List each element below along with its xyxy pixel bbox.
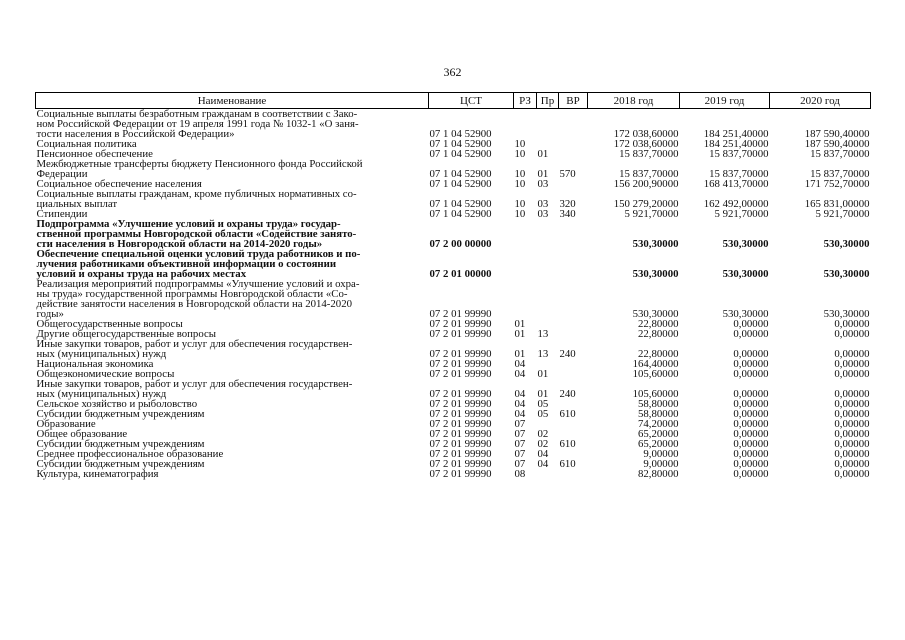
row-name-line: Другие общегосударственные вопросы (36, 328, 217, 340)
row-vr (559, 469, 588, 479)
row-value-2019: 0,00000 (733, 438, 769, 450)
row-name-line: Культура, кинематография (36, 468, 159, 480)
row-value-2020: 5 921,70000 (815, 208, 870, 220)
row-value-2020: 0,00000 (834, 318, 870, 330)
row-rz: 08 (514, 468, 526, 480)
row-value-2019: 0,00000 (733, 428, 769, 440)
row-value-2020: 0,00000 (834, 348, 870, 360)
row-cst: 07 2 01 99990 (429, 368, 492, 380)
row-pr: 02 (537, 428, 549, 440)
row-rz (514, 249, 537, 279)
row-pr: 02 (537, 438, 549, 450)
header-pr: Пр (537, 93, 559, 109)
table-header-row (36, 93, 871, 109)
row-vr: 570 (559, 168, 576, 180)
row-vr: 340 (559, 208, 576, 220)
row-value-2020: 0,00000 (834, 368, 870, 380)
row-value-2019: 168 413,70000 (703, 178, 769, 190)
row-vr (559, 419, 588, 429)
row-cst: 07 2 01 99990 (429, 328, 492, 340)
row-cst: 07 2 01 99990 (429, 448, 492, 460)
row-cst: 07 2 01 99990 (429, 358, 492, 370)
row-vr (559, 369, 588, 379)
row-name-line: Иные закупки товаров, работ и услуг для обеспечения государствен- (36, 378, 353, 390)
row-vr: 610 (559, 408, 576, 420)
row-pr: 03 (537, 198, 549, 210)
row-name-line: Общее образование (36, 428, 128, 440)
row-vr (559, 109, 588, 140)
row-value-2020: 0,00000 (834, 438, 870, 450)
row-value-2020: 0,00000 (834, 408, 870, 420)
row-value-2020: 15 837,70000 (810, 148, 870, 160)
row-value-2020: 0,00000 (834, 328, 870, 340)
row-pr: 01 (537, 368, 549, 380)
row-value-2018: 58,80000 (638, 408, 679, 420)
row-rz: 01 (514, 318, 526, 330)
row-value-2020: 0,00000 (834, 428, 870, 440)
row-pr (537, 109, 559, 140)
row-name-line: Стипендии (36, 208, 88, 220)
row-value-2019: 0,00000 (733, 358, 769, 370)
row-rz: 10 (514, 168, 526, 180)
row-value-2020: 0,00000 (834, 458, 870, 470)
table-row (36, 469, 871, 479)
row-vr (559, 179, 588, 189)
row-value-2018: 5 921,70000 (624, 208, 679, 220)
row-vr (559, 359, 588, 369)
row-value-2020: 165 831,00000 (804, 198, 870, 210)
row-name-line: действие занятости населения в Новгородской области на 2014-2020 (36, 298, 352, 310)
row-name-line: Образование (36, 418, 96, 430)
row-value-2018: 150 279,20000 (613, 198, 679, 210)
row-cst: 07 2 01 99990 (429, 418, 492, 430)
row-name-line: Социальные выплаты безработным гражданам в соответствии с Зако- (36, 108, 358, 120)
row-name-line: Общеэкономические вопросы (36, 368, 175, 380)
row-value-2018: 530,30000 (632, 308, 679, 320)
row-name (36, 219, 429, 249)
row-name-line: условий и охраны труда на рабочих местах (36, 268, 247, 280)
row-rz (514, 219, 537, 249)
row-rz: 10 (514, 148, 526, 160)
header-vr: ВР (559, 93, 588, 109)
row-value-2018: 22,80000 (638, 328, 679, 340)
row-name (36, 279, 429, 319)
row-value-2020: 0,00000 (834, 448, 870, 460)
row-rz: 10 (514, 208, 526, 220)
table-row (36, 159, 871, 179)
row-rz: 04 (514, 398, 526, 410)
row-name-line: Общегосударственные вопросы (36, 318, 183, 330)
row-rz: 07 (514, 428, 526, 440)
row-value-2018: 22,80000 (638, 348, 679, 360)
row-name-line: тости населения в Российской Федерации» (36, 128, 235, 140)
row-vr (559, 219, 588, 249)
row-name-line: циальных выплат (36, 198, 118, 210)
row-value-2018: 530,30000 (632, 238, 679, 250)
row-value-2018: 105,60000 (632, 388, 679, 400)
row-value-2018: 156 200,90000 (613, 178, 679, 190)
row-pr: 01 (537, 388, 549, 400)
row-value-2019: 0,00000 (733, 458, 769, 470)
row-rz: 04 (514, 368, 526, 380)
row-cst: 07 1 04 52900 (429, 168, 492, 180)
table-row (36, 219, 871, 249)
row-name-line: Субсидии бюджетным учреждениям (36, 458, 205, 470)
row-value-2020: 0,00000 (834, 418, 870, 430)
row-value-2019: 0,00000 (733, 468, 769, 480)
row-value-2020: 187 590,40000 (804, 138, 870, 150)
row-value-2020: 530,30000 (823, 268, 870, 280)
row-value-2019: 530,30000 (722, 268, 769, 280)
row-value-2018: 15 837,70000 (619, 148, 679, 160)
row-value-2020: 171 752,70000 (804, 178, 870, 190)
row-cst: 07 1 04 52900 (429, 148, 492, 160)
row-pr (537, 219, 559, 249)
row-cst: 07 2 01 99990 (429, 468, 492, 480)
row-value-2019: 0,00000 (733, 408, 769, 420)
row-value-2020: 187 590,40000 (804, 128, 870, 140)
row-cst: 07 2 00 00000 (429, 238, 492, 250)
row-value-2018: 172 038,60000 (613, 138, 679, 150)
row-cst: 07 2 01 99990 (429, 388, 492, 400)
row-value-2020: 530,30000 (823, 238, 870, 250)
row-name-line: Субсидии бюджетным учреждениям (36, 438, 205, 450)
row-cst: 07 1 04 52900 (429, 208, 492, 220)
row-pr: 01 (537, 168, 549, 180)
row-value-2020: 0,00000 (834, 388, 870, 400)
row-pr (537, 249, 559, 279)
table-row (36, 339, 871, 359)
row-cst: 07 2 01 99990 (429, 318, 492, 330)
row-pr: 03 (537, 178, 549, 190)
row-name-line: Обеспечение специальной оценки условий труда работников и по- (36, 248, 361, 260)
row-cst: 07 2 01 99990 (429, 308, 492, 320)
row-name-line: Федерации (36, 168, 88, 180)
row-rz: 04 (514, 408, 526, 420)
row-name (36, 189, 429, 209)
row-value-2018: 9,00000 (643, 448, 679, 460)
row-name-line: Социальные выплаты гражданам, кроме публичных нормативных со- (36, 188, 357, 200)
row-value-2019: 530,30000 (722, 308, 769, 320)
row-value-2019: 0,00000 (733, 418, 769, 430)
row-value-2019: 184 251,40000 (703, 128, 769, 140)
row-value-2019: 0,00000 (733, 388, 769, 400)
page-number: 362 (443, 65, 462, 79)
row-value-2018: 164,40000 (632, 358, 679, 370)
row-cst: 07 1 04 52900 (429, 178, 492, 190)
row-cst: 07 1 04 52900 (429, 198, 492, 210)
row-pr (537, 279, 559, 319)
row-value-2018: 530,30000 (632, 268, 679, 280)
row-pr: 01 (537, 148, 549, 160)
row-pr (537, 469, 559, 479)
row-vr: 610 (559, 438, 576, 450)
row-vr (559, 279, 588, 319)
row-value-2020: 0,00000 (834, 468, 870, 480)
table-row (36, 249, 871, 279)
row-value-2018: 58,80000 (638, 398, 679, 410)
row-vr: 610 (559, 458, 576, 470)
row-name-line: лучения работниками объективной информации о состоянии (36, 258, 337, 270)
row-cst: 07 1 04 52900 (429, 128, 492, 140)
row-rz: 07 (514, 438, 526, 450)
row-value-2019: 15 837,70000 (709, 148, 769, 160)
row-cst: 07 2 01 99990 (429, 408, 492, 420)
row-name-line: Национальная экономика (36, 358, 154, 370)
row-name-line: ственной программы Новгородской области «Содействие занято- (36, 228, 357, 240)
row-pr: 13 (537, 348, 549, 360)
header-2019: 2019 год (680, 93, 770, 109)
row-value-2019: 162 492,00000 (703, 198, 769, 210)
row-value-2018: 105,60000 (632, 368, 679, 380)
row-pr: 05 (537, 408, 549, 420)
row-value-2018: 65,20000 (638, 438, 679, 450)
row-name (36, 249, 429, 279)
row-name-line: годы» (36, 308, 64, 320)
row-cst: 07 2 01 99990 (429, 428, 492, 440)
row-rz: 01 (514, 328, 526, 340)
row-name-line: Межбюджетные трансферты бюджету Пенсионного фонда Российской (36, 158, 363, 170)
row-value-2019: 0,00000 (733, 368, 769, 380)
row-name-line: сти населения в Новгородской области на 2014-2020 годы» (36, 238, 323, 250)
row-value-2018: 82,80000 (638, 468, 679, 480)
row-vr (559, 329, 588, 339)
header-cst: ЦСТ (429, 93, 514, 109)
row-value-2019: 0,00000 (733, 318, 769, 330)
row-rz: 07 (514, 458, 526, 470)
row-name (36, 379, 429, 399)
row-vr: 240 (559, 388, 576, 400)
row-value-2019: 15 837,70000 (709, 168, 769, 180)
row-cst: 07 2 01 99990 (429, 398, 492, 410)
row-name (36, 339, 429, 359)
row-value-2018: 9,00000 (643, 458, 679, 470)
row-value-2020: 530,30000 (823, 308, 870, 320)
header-2018: 2018 год (588, 93, 680, 109)
header-2020: 2020 год (770, 93, 871, 109)
row-cst: 07 2 01 99990 (429, 348, 492, 360)
row-name-line: ных (муниципальных) нужд (36, 348, 167, 360)
row-name-line: Социальное обеспечение населения (36, 178, 202, 190)
row-cst: 07 2 01 99990 (429, 458, 492, 470)
row-value-2020: 0,00000 (834, 398, 870, 410)
row-pr: 04 (537, 448, 549, 460)
table-row (36, 109, 871, 140)
row-vr (559, 319, 588, 329)
row-name-line: Подпрограмма «Улучшение условий и охраны труда» государ- (36, 218, 341, 230)
row-pr: 03 (537, 208, 549, 220)
row-rz: 10 (514, 178, 526, 190)
row-name-line: ны труда» государственной программы Новгородской области «Со- (36, 288, 348, 300)
row-name (36, 469, 429, 479)
row-cst: 07 2 01 00000 (429, 268, 492, 280)
row-name-line: Пенсионное обеспечение (36, 148, 153, 160)
row-rz: 10 (514, 138, 526, 150)
row-name-line: Сельское хозяйство и рыболовство (36, 398, 198, 410)
row-value-2019: 0,00000 (733, 398, 769, 410)
row-name-line: Среднее профессиональное образование (36, 448, 224, 460)
row-value-2019: 0,00000 (733, 448, 769, 460)
row-vr (559, 149, 588, 159)
table-row (36, 379, 871, 399)
row-value-2019: 530,30000 (722, 238, 769, 250)
row-name-line: ных (муниципальных) нужд (36, 388, 167, 400)
row-name-line: ном Российской Федерации от 19 апреля 1991 года № 1032-1 «О заня- (36, 118, 359, 130)
row-vr: 240 (559, 348, 576, 360)
row-vr (559, 139, 588, 149)
row-value-2018: 74,20000 (638, 418, 679, 430)
row-rz: 07 (514, 448, 526, 460)
row-pr: 13 (537, 328, 549, 340)
row-value-2019: 5 921,70000 (714, 208, 769, 220)
header-rz: РЗ (514, 93, 537, 109)
row-rz: 04 (514, 358, 526, 370)
row-cst: 07 1 04 52900 (429, 138, 492, 150)
row-name-line: Субсидии бюджетным учреждениям (36, 408, 205, 420)
row-value-2018: 22,80000 (638, 318, 679, 330)
table-row (36, 189, 871, 209)
row-name (36, 159, 429, 179)
row-name (36, 109, 429, 140)
row-vr: 320 (559, 198, 576, 210)
table-body (36, 109, 871, 480)
row-value-2018: 15 837,70000 (619, 168, 679, 180)
row-value-2019: 0,00000 (733, 328, 769, 340)
row-name-line: Иные закупки товаров, работ и услуг для обеспечения государствен- (36, 338, 353, 350)
row-rz: 01 (514, 348, 526, 360)
row-rz (514, 109, 537, 140)
row-value-2018: 65,20000 (638, 428, 679, 440)
row-vr (559, 249, 588, 279)
budget-table (35, 92, 871, 479)
row-name-line: Реализация мероприятий подпрограммы «Улучшение условий и охра- (36, 278, 360, 290)
row-cst: 07 2 01 99990 (429, 438, 492, 450)
row-rz (514, 279, 537, 319)
row-value-2020: 15 837,70000 (810, 168, 870, 180)
row-value-2020: 0,00000 (834, 358, 870, 370)
row-name-line: Социальная политика (36, 138, 137, 150)
row-pr: 04 (537, 458, 549, 470)
row-rz: 04 (514, 388, 526, 400)
row-rz: 10 (514, 198, 526, 210)
row-pr: 05 (537, 398, 549, 410)
table-row (36, 279, 871, 319)
row-value-2019: 0,00000 (733, 348, 769, 360)
row-value-2018: 172 038,60000 (613, 128, 679, 140)
header-name: Наименование (36, 93, 429, 109)
row-value-2019: 184 251,40000 (703, 138, 769, 150)
row-rz: 07 (514, 418, 526, 430)
